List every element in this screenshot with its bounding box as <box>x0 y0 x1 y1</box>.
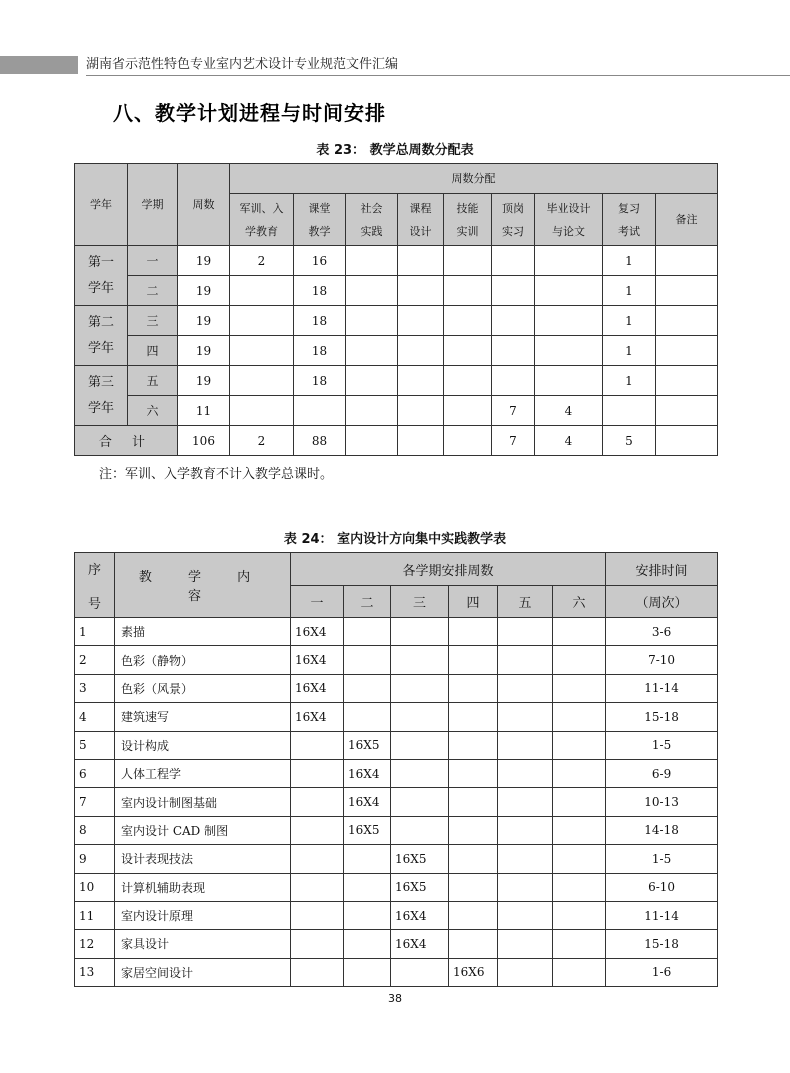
header-per-term: 各学期安排周数 <box>291 553 606 586</box>
header-term-2: 二 <box>344 586 391 618</box>
row-number: 13 <box>75 958 115 986</box>
cell-class <box>294 396 346 426</box>
total-remarks <box>656 426 718 456</box>
row-content: 建筑速写 <box>115 703 291 731</box>
header-skill: 技能 实训 <box>444 194 492 246</box>
table-row <box>75 901 718 929</box>
year-label: 第三 学年 <box>75 366 128 426</box>
cell-term-6 <box>553 958 606 986</box>
cell-term-5 <box>498 873 553 901</box>
cell-class: 18 <box>294 336 346 366</box>
header-term-4: 四 <box>449 586 498 618</box>
cell-term-1 <box>291 873 344 901</box>
cell-term-3 <box>391 759 449 787</box>
cell-term-6 <box>553 845 606 873</box>
cell-term-5 <box>498 731 553 759</box>
cell-term-3 <box>391 646 449 674</box>
cell-term-6 <box>553 759 606 787</box>
cell-term-3 <box>391 703 449 731</box>
cell-military: 2 <box>230 246 294 276</box>
header-weeks: 周数 <box>178 164 230 246</box>
header-year: 学年 <box>75 164 128 246</box>
row-schedule: 14-18 <box>606 816 718 844</box>
table-row <box>75 336 718 366</box>
cell-term-1 <box>291 845 344 873</box>
row-number: 3 <box>75 674 115 702</box>
cell-term-2 <box>344 901 391 929</box>
cell-term-5 <box>498 788 553 816</box>
row-content: 设计构成 <box>115 731 291 759</box>
cell-grad: 4 <box>535 396 603 426</box>
cell-term-4 <box>449 930 498 958</box>
row-number: 7 <box>75 788 115 816</box>
header-grad: 毕业设计 与论文 <box>535 194 603 246</box>
row-schedule: 1-6 <box>606 958 718 986</box>
row-number: 12 <box>75 930 115 958</box>
cell-term-4 <box>449 845 498 873</box>
table23-note: 注：军训、入学教育不计入教学总课时。 <box>99 467 334 482</box>
cell-weeks: 19 <box>178 336 230 366</box>
cell-course <box>398 246 444 276</box>
row-content: 计算机辅助表现 <box>115 873 291 901</box>
cell-weeks: 19 <box>178 366 230 396</box>
header-term-6: 六 <box>553 586 606 618</box>
header-term-1: 一 <box>291 586 344 618</box>
cell-term-1 <box>291 930 344 958</box>
section-title: 八、教学计划进程与时间安排 <box>113 101 386 125</box>
total-weeks: 106 <box>178 426 230 456</box>
table-row <box>75 646 718 674</box>
cell-term-5 <box>498 930 553 958</box>
cell-term-6 <box>553 618 606 646</box>
cell-term-6 <box>553 731 606 759</box>
row-schedule: 3-6 <box>606 618 718 646</box>
cell-social <box>346 366 398 396</box>
cell-social <box>346 276 398 306</box>
header-content: 教 学 内 容 <box>115 553 291 618</box>
cell-course <box>398 366 444 396</box>
cell-term-5 <box>498 845 553 873</box>
cell-term-4 <box>449 731 498 759</box>
header-remarks: 备注 <box>656 194 718 246</box>
cell-term-3 <box>391 816 449 844</box>
cell-term: 一 <box>128 246 178 276</box>
weeks-allocation-table <box>74 163 718 456</box>
cell-grad <box>535 306 603 336</box>
row-number: 1 <box>75 618 115 646</box>
page-number: 38 <box>388 992 402 1005</box>
cell-term-5 <box>498 901 553 929</box>
header-term-5: 五 <box>498 586 553 618</box>
row-number: 8 <box>75 816 115 844</box>
cell-term: 四 <box>128 336 178 366</box>
cell-grad <box>535 246 603 276</box>
cell-course <box>398 306 444 336</box>
total-course <box>398 426 444 456</box>
row-schedule: 15-18 <box>606 930 718 958</box>
table-row <box>75 958 718 986</box>
header-rule <box>86 75 790 76</box>
row-schedule: 15-18 <box>606 703 718 731</box>
row-schedule: 1-5 <box>606 731 718 759</box>
header-term: 学期 <box>128 164 178 246</box>
cell-term-2 <box>344 958 391 986</box>
cell-term-3: 16X4 <box>391 901 449 929</box>
row-content: 素描 <box>115 618 291 646</box>
cell-review: 1 <box>603 246 656 276</box>
cell-class: 16 <box>294 246 346 276</box>
cell-intern: 7 <box>492 396 535 426</box>
cell-term-3 <box>391 674 449 702</box>
cell-remarks <box>656 366 718 396</box>
header-intern: 顶岗 实习 <box>492 194 535 246</box>
table23-caption: 表 23： 教学总周数分配表 <box>316 143 474 158</box>
cell-intern <box>492 366 535 396</box>
cell-term-4 <box>449 646 498 674</box>
cell-military <box>230 306 294 336</box>
cell-term-4 <box>449 873 498 901</box>
row-content: 人体工程学 <box>115 759 291 787</box>
cell-intern <box>492 246 535 276</box>
cell-term-1 <box>291 731 344 759</box>
table-row <box>75 816 718 844</box>
cell-term-1: 16X4 <box>291 618 344 646</box>
cell-term-1 <box>291 901 344 929</box>
cell-term-4 <box>449 703 498 731</box>
cell-term-2 <box>344 646 391 674</box>
table-row <box>75 246 718 276</box>
total-grad: 4 <box>535 426 603 456</box>
cell-term-3: 16X4 <box>391 930 449 958</box>
cell-skill <box>444 306 492 336</box>
total-social <box>346 426 398 456</box>
cell-review: 1 <box>603 306 656 336</box>
cell-grad <box>535 276 603 306</box>
cell-social <box>346 306 398 336</box>
table-row <box>75 703 718 731</box>
row-number: 9 <box>75 845 115 873</box>
cell-term-2 <box>344 618 391 646</box>
cell-term-2 <box>344 930 391 958</box>
cell-term-2: 16X5 <box>344 731 391 759</box>
row-number: 6 <box>75 759 115 787</box>
cell-term-4 <box>449 618 498 646</box>
cell-term-5 <box>498 816 553 844</box>
row-schedule: 10-13 <box>606 788 718 816</box>
cell-term-2: 16X4 <box>344 788 391 816</box>
table-row <box>75 759 718 787</box>
cell-military <box>230 276 294 306</box>
row-content: 设计表现技法 <box>115 845 291 873</box>
row-schedule: 11-14 <box>606 901 718 929</box>
row-number: 4 <box>75 703 115 731</box>
header-term-3: 三 <box>391 586 449 618</box>
cell-term-6 <box>553 703 606 731</box>
cell-remarks <box>656 306 718 336</box>
cell-skill <box>444 396 492 426</box>
cell-weeks: 11 <box>178 396 230 426</box>
header-schedule: 安排时间 <box>606 553 718 586</box>
cell-term-5 <box>498 958 553 986</box>
cell-weeks: 19 <box>178 306 230 336</box>
cell-term-4 <box>449 759 498 787</box>
cell-term-2 <box>344 703 391 731</box>
cell-term-2: 16X5 <box>344 816 391 844</box>
year-label: 第二 学年 <box>75 306 128 366</box>
total-skill <box>444 426 492 456</box>
document-header-title: 湖南省示范性特色专业室内艺术设计专业规范文件汇编 <box>86 57 399 72</box>
cell-term-3 <box>391 618 449 646</box>
cell-term-5 <box>498 674 553 702</box>
cell-review: 1 <box>603 336 656 366</box>
cell-review <box>603 396 656 426</box>
cell-skill <box>444 336 492 366</box>
cell-term: 五 <box>128 366 178 396</box>
header-class: 课堂 教学 <box>294 194 346 246</box>
table-row <box>75 618 718 646</box>
cell-review: 1 <box>603 366 656 396</box>
cell-weeks: 19 <box>178 246 230 276</box>
cell-term-4 <box>449 816 498 844</box>
header-distribution: 周数分配 <box>230 164 718 194</box>
cell-term-3 <box>391 788 449 816</box>
cell-grad <box>535 336 603 366</box>
cell-term-6 <box>553 901 606 929</box>
cell-grad <box>535 366 603 396</box>
cell-term-2 <box>344 873 391 901</box>
cell-remarks <box>656 336 718 366</box>
cell-term-2: 16X4 <box>344 759 391 787</box>
cell-term-1 <box>291 958 344 986</box>
row-content: 色彩（静物） <box>115 646 291 674</box>
row-content: 家具设计 <box>115 930 291 958</box>
table-row <box>75 930 718 958</box>
row-schedule: 6-9 <box>606 759 718 787</box>
cell-term-3 <box>391 731 449 759</box>
row-content: 色彩（风景） <box>115 674 291 702</box>
cell-term-1 <box>291 788 344 816</box>
total-intern: 7 <box>492 426 535 456</box>
table-row <box>75 873 718 901</box>
cell-term-6 <box>553 788 606 816</box>
cell-term-3: 16X5 <box>391 845 449 873</box>
cell-term-6 <box>553 674 606 702</box>
cell-term: 二 <box>128 276 178 306</box>
cell-term-1: 16X4 <box>291 674 344 702</box>
cell-term-5 <box>498 618 553 646</box>
table-row <box>75 306 718 336</box>
cell-term-1: 16X4 <box>291 646 344 674</box>
cell-weeks: 19 <box>178 276 230 306</box>
cell-term-4 <box>449 901 498 929</box>
cell-term-3: 16X5 <box>391 873 449 901</box>
cell-term-1 <box>291 759 344 787</box>
table24-caption: 表 24： 室内设计方向集中实践教学表 <box>283 532 507 547</box>
cell-course <box>398 336 444 366</box>
total-review: 5 <box>603 426 656 456</box>
header-military: 军训、入 学教育 <box>230 194 294 246</box>
total-row <box>75 426 718 456</box>
cell-term-6 <box>553 816 606 844</box>
header-review: 复习 考试 <box>603 194 656 246</box>
table-row <box>75 366 718 396</box>
row-content: 家居空间设计 <box>115 958 291 986</box>
row-schedule: 11-14 <box>606 674 718 702</box>
cell-term-5 <box>498 703 553 731</box>
table-row <box>75 674 718 702</box>
cell-term-4 <box>449 788 498 816</box>
cell-term-2 <box>344 845 391 873</box>
cell-skill <box>444 276 492 306</box>
year-label: 第一 学年 <box>75 246 128 306</box>
table-row <box>75 845 718 873</box>
row-content: 室内设计 CAD 制图 <box>115 816 291 844</box>
practice-teaching-table <box>74 552 718 987</box>
cell-social <box>346 336 398 366</box>
cell-term-3 <box>391 958 449 986</box>
cell-remarks <box>656 396 718 426</box>
cell-military <box>230 336 294 366</box>
header-schedule-unit: （周次） <box>606 586 718 618</box>
cell-military <box>230 366 294 396</box>
row-number: 10 <box>75 873 115 901</box>
cell-intern <box>492 336 535 366</box>
table-row <box>75 396 718 426</box>
cell-course <box>398 396 444 426</box>
row-number: 11 <box>75 901 115 929</box>
row-content: 室内设计原理 <box>115 901 291 929</box>
cell-remarks <box>656 276 718 306</box>
cell-term: 三 <box>128 306 178 336</box>
cell-course <box>398 276 444 306</box>
header-seq: 序 号 <box>75 553 115 618</box>
table-row <box>75 276 718 306</box>
row-content: 室内设计制图基础 <box>115 788 291 816</box>
row-schedule: 6-10 <box>606 873 718 901</box>
cell-class: 18 <box>294 276 346 306</box>
total-label: 合 计 <box>75 426 178 456</box>
row-schedule: 1-5 <box>606 845 718 873</box>
cell-skill <box>444 366 492 396</box>
cell-social <box>346 246 398 276</box>
header-course: 课程 设计 <box>398 194 444 246</box>
cell-military <box>230 396 294 426</box>
cell-term: 六 <box>128 396 178 426</box>
cell-class: 18 <box>294 306 346 336</box>
total-military: 2 <box>230 426 294 456</box>
total-class: 88 <box>294 426 346 456</box>
cell-term-1: 16X4 <box>291 703 344 731</box>
cell-review: 1 <box>603 276 656 306</box>
cell-intern <box>492 306 535 336</box>
cell-term-1 <box>291 816 344 844</box>
header-social: 社会 实践 <box>346 194 398 246</box>
cell-term-5 <box>498 646 553 674</box>
cell-social <box>346 396 398 426</box>
cell-term-2 <box>344 674 391 702</box>
cell-term-4 <box>449 674 498 702</box>
row-number: 2 <box>75 646 115 674</box>
cell-class: 18 <box>294 366 346 396</box>
cell-term-4: 16X6 <box>449 958 498 986</box>
header-bar <box>0 56 78 74</box>
row-number: 5 <box>75 731 115 759</box>
cell-skill <box>444 246 492 276</box>
cell-term-6 <box>553 646 606 674</box>
cell-term-6 <box>553 873 606 901</box>
cell-remarks <box>656 246 718 276</box>
table-row <box>75 788 718 816</box>
cell-term-6 <box>553 930 606 958</box>
cell-intern <box>492 276 535 306</box>
cell-term-5 <box>498 759 553 787</box>
table-row <box>75 731 718 759</box>
row-schedule: 7-10 <box>606 646 718 674</box>
